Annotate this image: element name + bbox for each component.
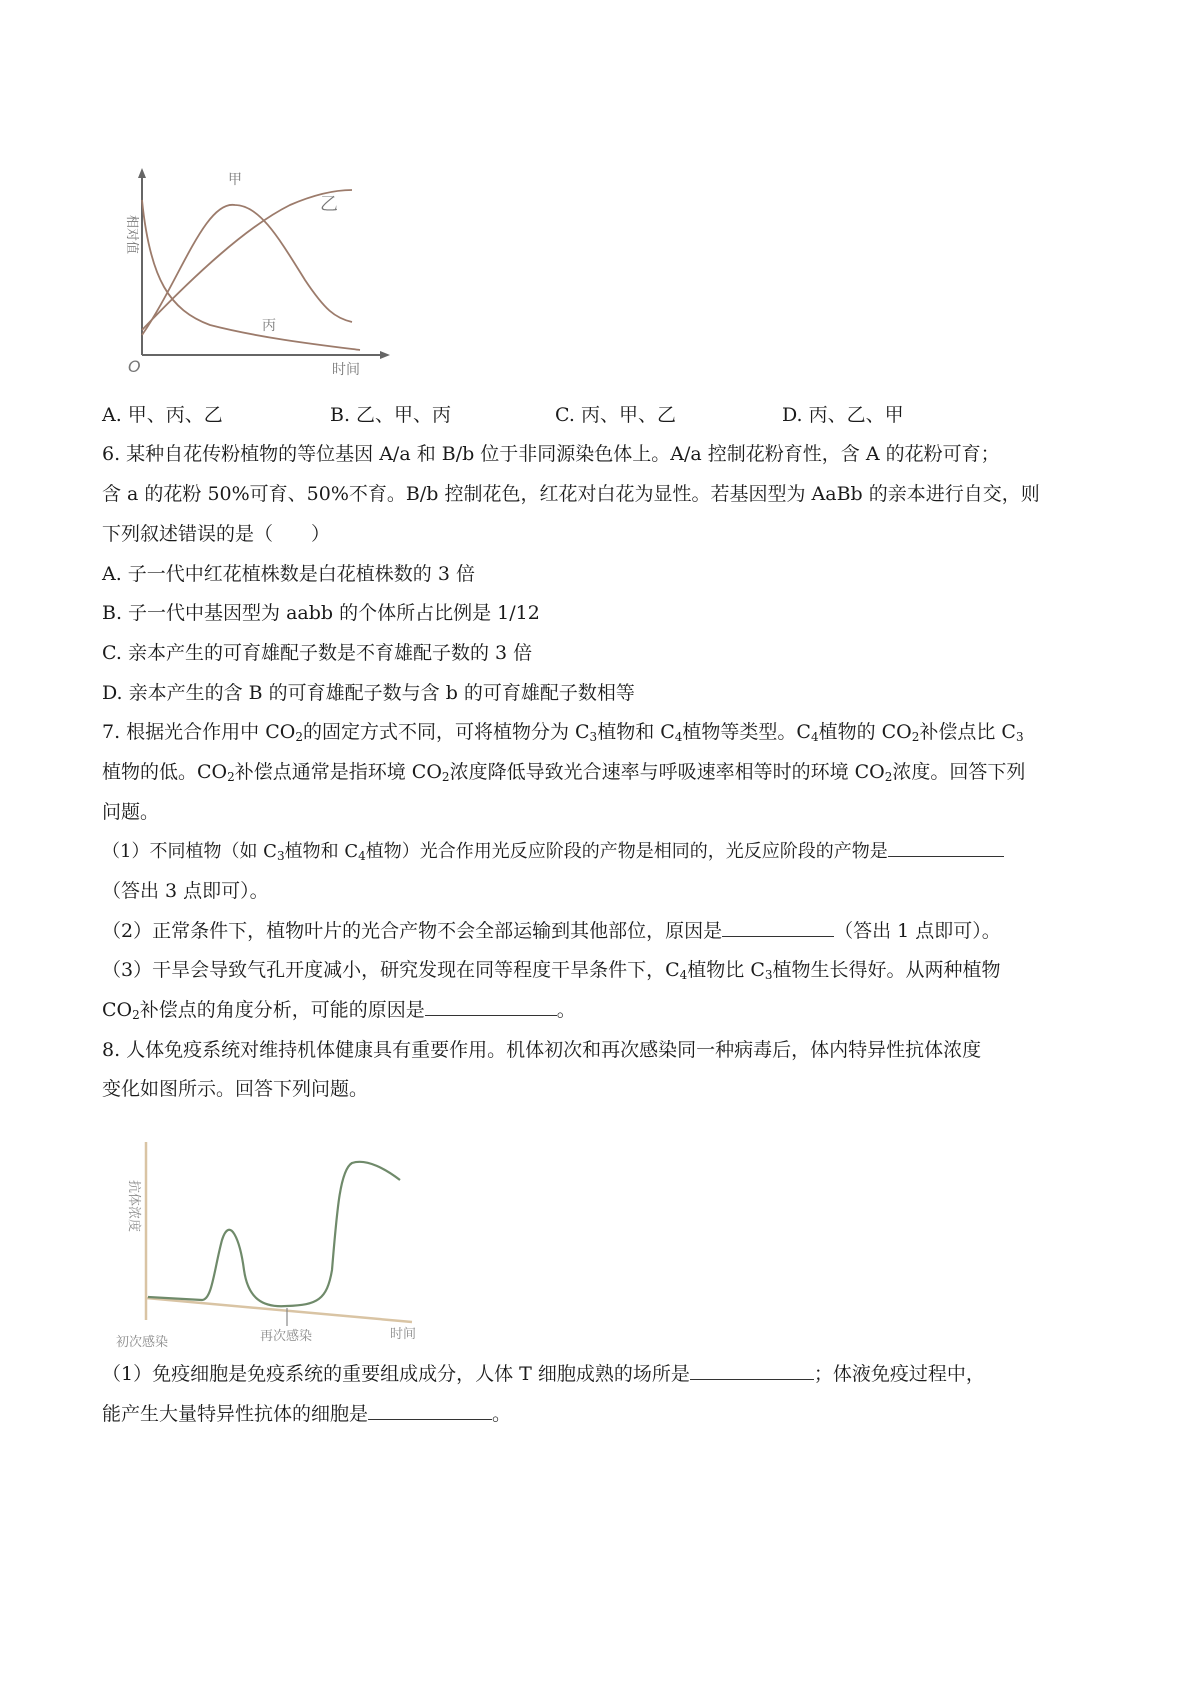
answer-blank[interactable] xyxy=(425,997,557,1016)
first-infection-label: 初次感染 xyxy=(116,1335,169,1350)
q8-stem-line-2: 变化如图所示。回答下列问题。 xyxy=(102,1078,369,1100)
y-axis-arrow xyxy=(138,168,146,178)
q7-sub1-line-1: （1）不同植物（如 $C_3$植物和 $C_4$植物）光合作用光反应阶段的产物是相同的，光反应阶段的产物是 xyxy=(102,838,1004,865)
q5-option-c: C. 丙、甲、乙 xyxy=(555,404,676,426)
second-infection-label: 再次感染 xyxy=(260,1329,313,1344)
q6-option-a: A. 子一代中红花植株数是白花植株数的 3 倍 xyxy=(102,563,475,585)
x-axis-label: 时间 xyxy=(332,362,360,378)
figure-relative-value-curves xyxy=(120,160,400,380)
answer-blank[interactable] xyxy=(368,1401,492,1420)
q7-stem-line-3: 问题。 xyxy=(102,801,160,823)
q7-sub2-line: （2）正常条件下，植物叶片的光合产物不会全部运输到其他部位，原因是 （答出 1 点即可）。 xyxy=(102,920,1001,942)
answer-blank[interactable] xyxy=(888,838,1004,857)
curve-jia xyxy=(142,205,352,335)
figure-antibody-concentration xyxy=(112,1130,432,1350)
antibody-curve xyxy=(148,1162,400,1306)
q6-option-c: C. 亲本产生的可育雄配子数是不育雄配子数的 3 倍 xyxy=(102,642,533,664)
curve-label-bing: 丙 xyxy=(262,318,276,334)
q7-stem-line-1: 7. 根据光合作用中 $CO_2$的固定方式不同，可将植物分为 $C_3$植物和 $C_4$植物等类型。$C_4$植物的 $CO_2$补偿点比 $C_3$ xyxy=(102,721,1024,744)
q7-sub3-line-2: $CO_2$补偿点的角度分析，可能的原因是 。 xyxy=(102,999,576,1022)
q5-option-a: A. 甲、丙、乙 xyxy=(102,404,223,426)
q6-stem-line-3: 下列叙述错误的是（ ） xyxy=(102,523,331,545)
q8-sub1-line-2: 能产生大量特异性抗体的细胞是 。 xyxy=(102,1403,512,1425)
origin-label: O xyxy=(128,357,141,376)
q5-option-d: D. 丙、乙、甲 xyxy=(782,404,904,426)
q6-option-d: D. 亲本产生的含 B 的可育雄配子数与含 b 的可育雄配子数相等 xyxy=(102,682,635,704)
answer-blank[interactable] xyxy=(690,1361,814,1380)
q6-stem-line-1: 6. 某种自花传粉植物的等位基因 A/a 和 B/b 位于非同源染色体上。A/a 控制花粉育性，含 A 的花粉可育； xyxy=(102,443,1000,465)
q6-option-b: B. 子一代中基因型为 aabb 的个体所占比例是 1/12 xyxy=(102,602,540,624)
x-axis xyxy=(146,1298,412,1322)
q5-option-b: B. 乙、甲、丙 xyxy=(330,404,452,426)
q7-sub1-line-2: （答出 3 点即可）。 xyxy=(102,880,269,902)
answer-blank[interactable] xyxy=(722,918,834,937)
q7-stem-line-2: 植物的低。$CO_2$补偿点通常是指环境 $CO_2$浓度降低导致光合速率与呼吸速率相等时的环境 $CO_2$浓度。回答下列 xyxy=(102,761,1026,784)
curve-bing xyxy=(142,200,360,350)
curve-label-yi: 乙 xyxy=(320,194,338,215)
q6-stem-line-2: 含 a 的花粉 50%可育、50%不育。B/b 控制花色，红花对白花为显性。若基因型为 AaBb 的亲本进行自交，则 xyxy=(102,483,1040,505)
q7-sub3-line-1: （3）干旱会导致气孔开度减小，研究发现在同等程度干旱条件下，$C_4$植物比 $C_3$植物生长得好。从两种植物 xyxy=(102,959,1001,982)
q8-stem-line-1: 8. 人体免疫系统对维持机体健康具有重要作用。机体初次和再次感染同一种病毒后，体内特异性抗体浓度 xyxy=(102,1039,982,1061)
curve-label-jia: 甲 xyxy=(228,172,242,188)
y-axis-label: 抗体浓度 xyxy=(126,1180,141,1233)
x-axis-label: 时间 xyxy=(390,1327,417,1342)
y-axis-label: 相对值 xyxy=(124,215,139,255)
x-axis-arrow xyxy=(380,351,390,359)
q8-sub1-line-1: （1）免疫细胞是免疫系统的重要组成成分，人体 T 细胞成熟的场所是 ；体液免疫过程中， xyxy=(102,1363,985,1385)
